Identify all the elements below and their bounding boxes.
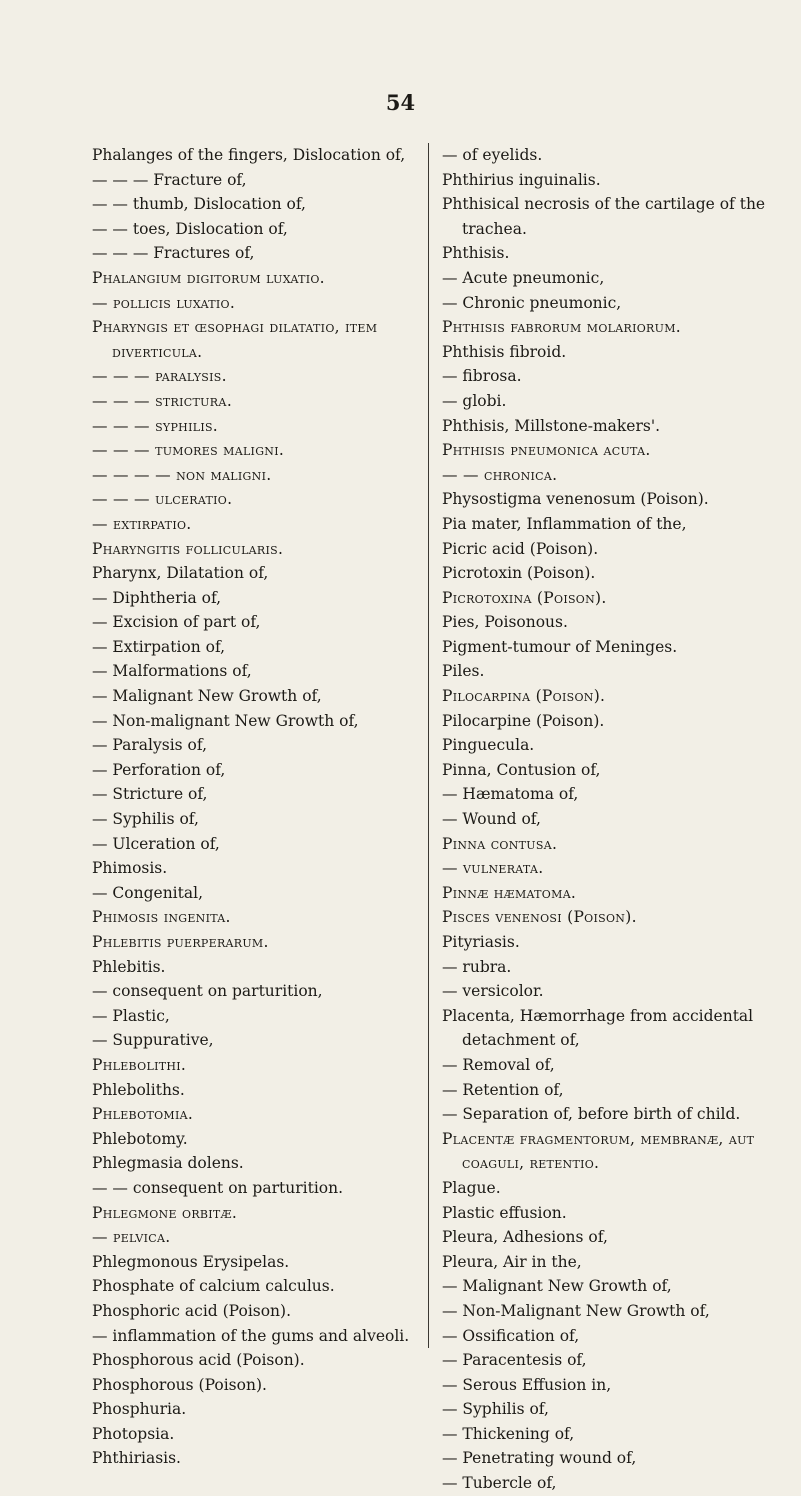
index-entry: Pharynx, Dilatation of, — [92, 564, 269, 583]
index-entry: Pia mater, Inflammation of the, — [442, 514, 687, 533]
index-entry: Phthisis fabrorum molariorum. — [442, 318, 682, 337]
index-entry: — — toes, Dislocation of, — [92, 219, 288, 238]
index-entry: — — — — non maligni. — [92, 465, 272, 484]
index-entry: — Malformations of, — [92, 662, 252, 681]
index-entry: Phthiriasis. — [92, 1449, 181, 1468]
index-entry: Phthisis, Millstone-makers'. — [442, 416, 661, 435]
index-entry: Picrotoxin (Poison). — [442, 564, 596, 583]
index-entry: Photopsia. — [92, 1424, 175, 1443]
index-entry: Picrotoxina (Poison). — [442, 588, 607, 607]
index-entry: — pollicis luxatio. — [92, 293, 236, 312]
index-entry: — Separation of, before birth of child. — [442, 1105, 741, 1124]
index-entry: Phthisis fibroid. — [442, 342, 567, 361]
index-entry: Phosphoric acid (Poison). — [92, 1301, 292, 1320]
index-entry: Pityriasis. — [442, 933, 520, 951]
index-entry: — Non-malignant New Growth of, — [92, 711, 359, 730]
index-entry: — Acute pneumonic, — [442, 268, 605, 287]
index-entry: — — — Fracture of, — [92, 170, 247, 189]
index-entry: — Syphilis of, — [92, 810, 199, 829]
index-entry: — Stricture of, — [92, 785, 208, 804]
index-entry: Phimosis. — [92, 859, 168, 878]
page-number: 54 — [385, 90, 416, 115]
index-entry: — — — stricturа. — [92, 391, 233, 410]
index-entry: Phlegmasia dolens. — [92, 1154, 244, 1173]
index-entry: Phosphorous acid (Poison). — [92, 1351, 305, 1370]
index-entry: — inflammation of the gums and alveoli. — [92, 1326, 410, 1345]
index-entry: Phthisis. — [442, 244, 510, 263]
index-entry: — Malignant New Growth of, — [92, 687, 322, 706]
index-entry: Pleura, Air in the, — [442, 1252, 582, 1271]
index-entry: — — — tumores maligni. — [92, 441, 285, 460]
index-entry: Pilocarpine (Poison). — [442, 711, 605, 730]
index-entry: — Hæmatoma of, — [442, 785, 579, 804]
column-divider — [428, 143, 429, 1348]
index-entry: Phimosis ingenita. — [92, 908, 231, 927]
index-entry: — Serous Effusion in, — [442, 1375, 612, 1394]
index-entry: Plastic effusion. — [442, 1203, 567, 1222]
index-entry: — Penetrating wound of, — [442, 1449, 637, 1468]
index-entry: — Wound of, — [442, 810, 541, 829]
index-entry: — Diphtheria of, — [92, 588, 222, 607]
index-entry: Phosphate of calcium calculus. — [92, 1277, 335, 1296]
index-entry: — Perforation of, — [92, 760, 226, 779]
index-entry: Pleura, Adhesions of, — [442, 1228, 608, 1247]
index-entry: Plague. — [442, 1178, 501, 1197]
index-entry: — Syphilis of, — [442, 1400, 549, 1419]
index-entry: Pigment-tumour of Meninges. — [442, 637, 678, 656]
index-column-right — [442, 143, 772, 1496]
index-entry: Pinnæ hæmatoma. — [442, 883, 577, 902]
index-entry: — — chronica. — [442, 465, 558, 484]
index-entry: — Removal of, — [442, 1055, 555, 1074]
index-entry: — versicolor. — [442, 982, 544, 1001]
index-entry: — extirpatio. — [92, 514, 192, 533]
index-entry: Phthisis pneumonica acuta. — [442, 441, 651, 460]
index-entry: — — — syphilis. — [92, 416, 219, 435]
index-entry: Phthisical necrosis of the cartilage of the trachea. — [442, 195, 766, 238]
index-entry: — — — ulceratio. — [92, 490, 233, 509]
index-entry: Pinna contusa. — [442, 834, 558, 853]
index-entry: — Paralysis of, — [92, 736, 208, 755]
index-entry: — Tubercle of, — [442, 1474, 557, 1493]
index-entry: Piles. — [442, 662, 485, 681]
index-entry: Phlebolithi. — [92, 1055, 187, 1074]
index-entry: — rubra. — [442, 957, 512, 976]
index-entry: Phalanges of the fingers, Dislocation of, — [92, 146, 406, 164]
index-entry: Picric acid (Poison). — [442, 539, 599, 558]
index-entry: — Suppurative, — [92, 1031, 214, 1050]
index-entry: — Ossification of, — [442, 1326, 580, 1345]
index-entry: — fibrosa. — [442, 367, 522, 386]
index-entry: Phlebitis. — [92, 957, 166, 976]
index-entry: — Non-Malignant New Growth of, — [442, 1301, 710, 1320]
index-entry: Placentæ fragmentorum, membranæ, aut coaguli, retentio. — [442, 1129, 755, 1173]
index-entry: — Malignant New Growth of, — [442, 1277, 672, 1296]
index-entry: Phosphuria. — [92, 1400, 187, 1419]
index-entry: — pelvica. — [92, 1228, 171, 1247]
index-entry: Physostigma venenosum (Poison). — [442, 490, 709, 509]
index-entry: — of eyelids. — [442, 146, 543, 164]
index-entry: — Congenital, — [92, 883, 203, 902]
index-entry: — Retention of, — [442, 1080, 564, 1099]
index-entry: Pharyngis et œsophagi dilatatio, item diverticula. — [92, 318, 378, 361]
index-entry: Phlebitis puerperarum. — [92, 933, 269, 951]
index-entry: — consequent on parturition, — [92, 982, 323, 1001]
index-column-left — [92, 143, 417, 1471]
index-entry: Pinna, Contusion of, — [442, 760, 601, 779]
index-entry: — vulnerata. — [442, 859, 544, 878]
index-entry: Phlegmonous Erysipelas. — [92, 1252, 290, 1271]
index-entry: Placenta, Hæmorrhage from accidental detachment of, — [442, 1006, 754, 1050]
index-entry: — Thickening of, — [442, 1424, 575, 1443]
index-entry: Pisces venenosi (Poison). — [442, 908, 637, 927]
index-entry: Phosphorous (Poison). — [92, 1375, 267, 1394]
index-entry: — Excision of part of, — [92, 613, 261, 632]
index-entry: Pilocarpina (Poison). — [442, 687, 606, 706]
index-entry: Phlebotomy. — [92, 1129, 188, 1148]
index-entry: — — thumb, Dislocation of, — [92, 195, 306, 214]
index-entry: — — — Fractures of, — [92, 244, 255, 263]
index-entry: Phalangium digitorum luxatio. — [92, 268, 325, 287]
index-entry: — Extirpation of, — [92, 637, 226, 656]
index-entry: Phthirius inguinalis. — [442, 170, 601, 189]
index-entry: — Chronic pneumonic, — [442, 293, 622, 312]
index-entry: — — consequent on parturition. — [92, 1178, 344, 1197]
index-entry: — globi. — [442, 391, 507, 410]
index-entry: Phlebotomia. — [92, 1105, 194, 1124]
index-entry: Pharyngitis follicularis. — [92, 539, 284, 558]
index-entry: — Plastic, — [92, 1006, 170, 1025]
index-entry: Pinguecula. — [442, 736, 535, 755]
index-entry: — — — paralysis. — [92, 367, 227, 386]
index-entry: — Ulceration of, — [92, 834, 220, 853]
index-entry: Pies, Poisonous. — [442, 613, 568, 632]
index-entry: — Paracentesis of, — [442, 1351, 587, 1370]
index-entry: Phlegmone orbitæ. — [92, 1203, 238, 1222]
index-entry: Phleboliths. — [92, 1080, 185, 1099]
